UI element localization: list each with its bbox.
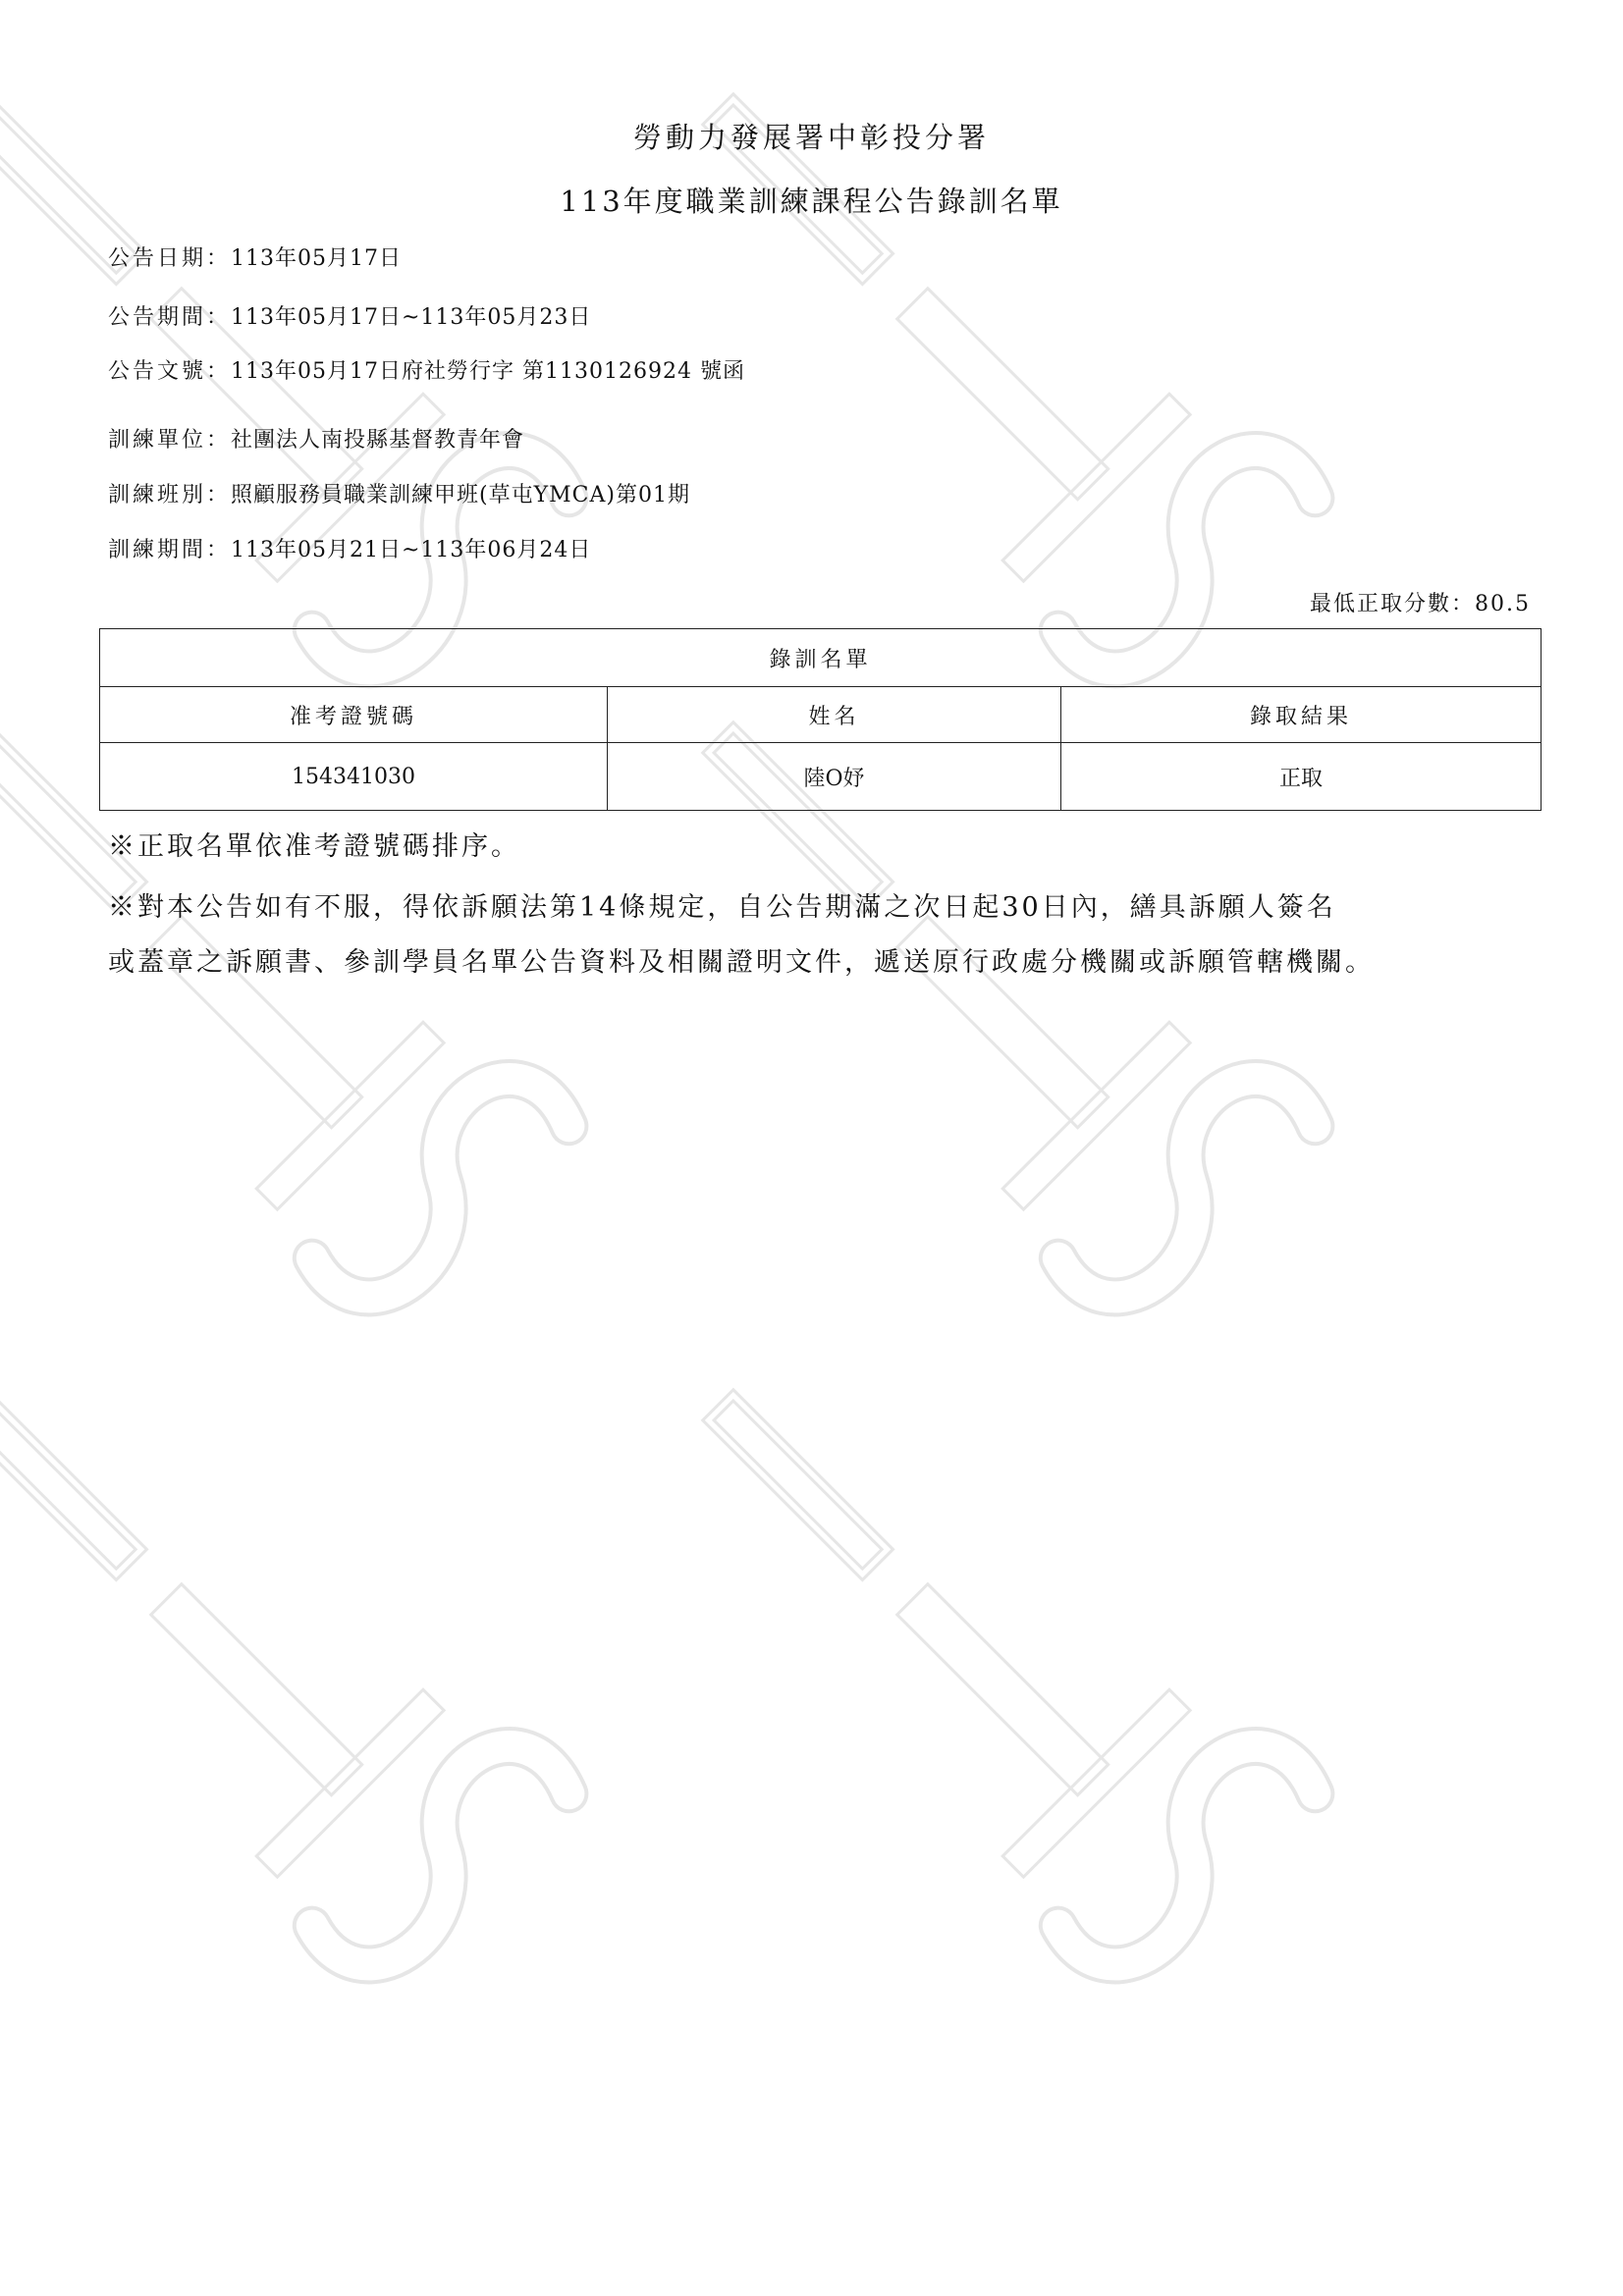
column-header-result: 錄取結果 <box>1061 687 1542 743</box>
training-period <box>108 533 591 563</box>
minimum-score: 最低正取分數：80.5 <box>1310 592 1531 616</box>
announcement-period <box>108 300 591 331</box>
info-label: 公告日期： <box>108 246 232 271</box>
info-value: 社團法人南投縣基督教青年會 <box>231 428 525 453</box>
info-value: 113年05月21日~113年06月24日 <box>231 538 592 562</box>
info-value: 113年05月17日 <box>231 246 402 271</box>
column-header-name: 姓名 <box>608 687 1061 743</box>
info-label: 公告文號： <box>108 359 232 384</box>
info-label: 訓練期間： <box>108 538 232 562</box>
roster-caption: 錄訓名單 <box>100 629 1542 687</box>
appeal-note-line-1: ※對本公告如有不服，得依訴願法第14條規定，自公告期滿之次日起30日內，繕具訴願人簽名 <box>108 892 1336 923</box>
announcement-date <box>108 241 402 272</box>
announcement-document-number <box>108 354 745 385</box>
roster-caption-row <box>100 629 1542 687</box>
admission-roster-table <box>99 628 1542 811</box>
sorting-note: ※正取名單依准考證號碼排序。 <box>108 831 520 862</box>
info-label: 訓練單位： <box>108 428 232 453</box>
roster-header-row <box>100 687 1542 743</box>
info-label: 訓練班別： <box>108 483 232 507</box>
exam-number-cell: 154341030 <box>100 743 608 811</box>
info-value: 113年05月17日府社勞行字 第1130126924 號函 <box>231 359 745 384</box>
organization-name: 勞動力發展署中彰投分署 <box>632 121 990 154</box>
column-header-exam-number: 准考證號碼 <box>100 687 608 743</box>
info-value: 照顧服務員職業訓練甲班(草屯YMCA)第01期 <box>231 483 690 507</box>
info-label: 公告期間： <box>108 305 232 330</box>
result-cell: 正取 <box>1061 743 1542 811</box>
document-title: 113年度職業訓練課程公告錄訓名單 <box>560 185 1063 218</box>
table-row <box>100 743 1542 811</box>
appeal-note-line-2: 或蓋章之訴願書、參訓學員名單公告資料及相關證明文件，遞送原行政處分機關或訴願管轄機關。 <box>108 947 1375 978</box>
training-class <box>108 478 690 508</box>
info-value: 113年05月17日~113年05月23日 <box>231 305 592 330</box>
name-cell: 陸O妤 <box>608 743 1061 811</box>
training-unit <box>108 423 524 454</box>
